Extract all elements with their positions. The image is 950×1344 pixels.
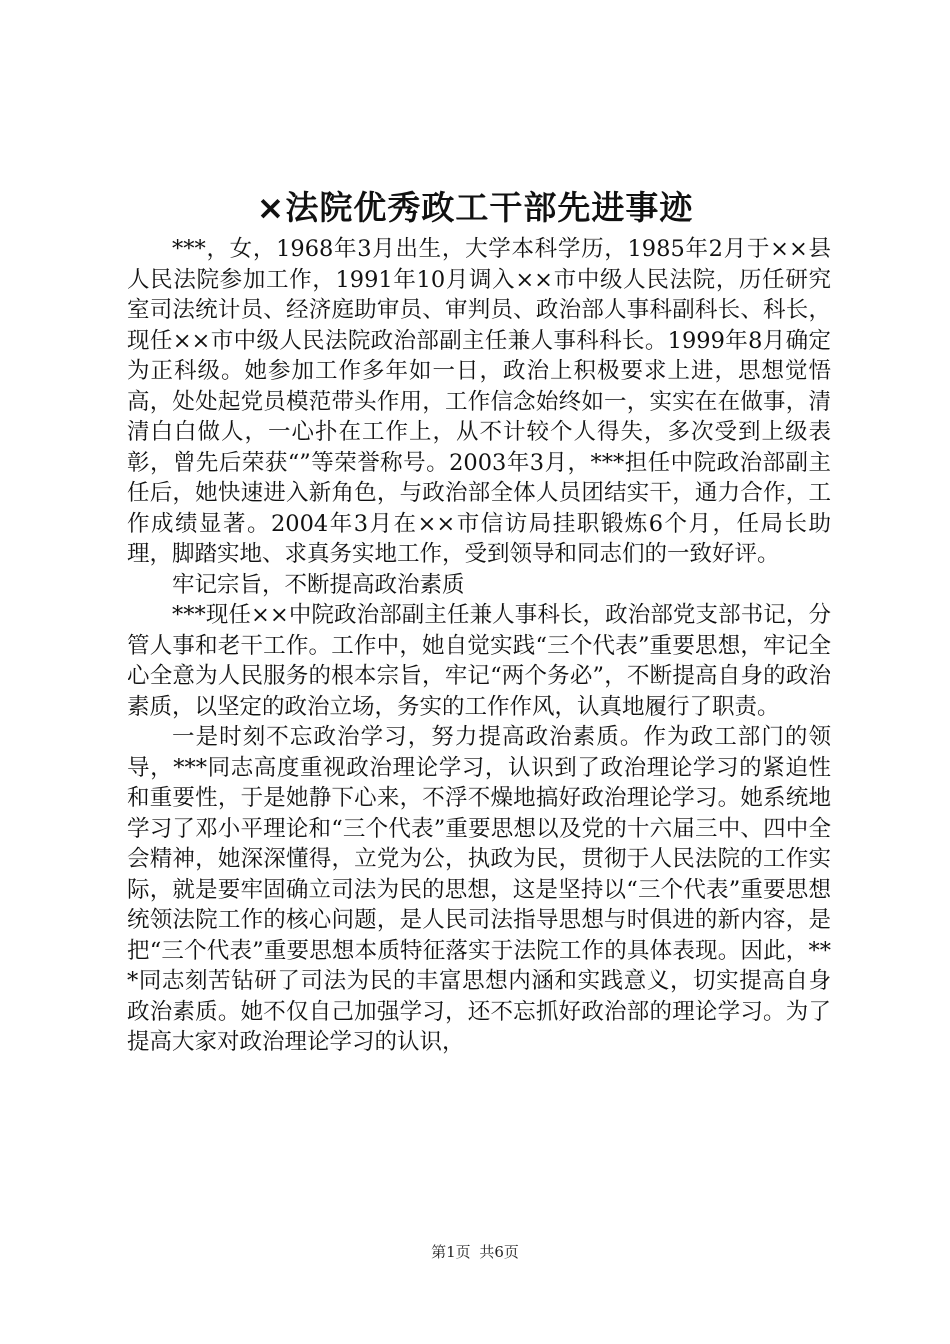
page-total: 共6页 — [479, 1243, 519, 1261]
paragraph-study: 一是时刻不忘政治学习，努力提高政治素质。作为政工部门的领导，***同志高度重视政治理论学习，认识到了政治理论学习的紧迫性和重要性，于是她静下心来，不浮不燥地搞好政治理论学习。她系统地学习了邓小平理论和“三个代表”重要思想以及党的十六届三中、四中全会精神，她深深懂得，立党为公，执政为民，贯彻于人民法院的工作实际，就是要牢固确立司法为民的思想，这是坚持以“三个代表”重要思想统领法院工作的核心问题，是人民司法指导思想与时俱进的新内容，是把“三个代表”重要思想本质特征落实于法院工作的具体表现。因此，***同志刻苦钻研了司法为民的丰富思想内涵和实践意义，切实提高自身政治素质。她不仅自己加强学习，还不忘抓好政治部的理论学习。为了提高大家对政治理论学习的认识， — [127, 724, 831, 1055]
paragraph-role: ***现任××中院政治部副主任兼人事科长，政治部党支部书记，分管人事和老干工作。工作中，她自觉实践“三个代表”重要思想，牢记全心全意为人民服务的根本宗旨，牢记“两个务必”，不断提高自身的政治素质，以坚定的政治立场，务实的工作作风，认真地履行了职责。 — [127, 602, 831, 720]
section-heading: 牢记宗旨，不断提高政治素质 — [172, 571, 465, 598]
page-number: 第1页 — [431, 1243, 471, 1261]
page-footer — [0, 1242, 950, 1262]
document-title: ×法院优秀政工干部先进事迹 — [256, 188, 694, 227]
paragraph-intro: ***，女，1968年3月出生，大学本科学历，1985年2月于××县人民法院参加工作，1991年10月调入××市中级人民法院，历任研究室司法统计员、经济庭助审员、审判员、政治部人事科副科长、科长，现任××市中级人民法院政治部副主任兼人事科科长。1999年8月确定为正科级。她参加工作多年如一日，政治上积极要求上进，思想觉悟高，处处起党员模范带头作用，工作信念始终如一，实实在在做事，清清白白做人，一心扑在工作上，从不计较个人得失，多次受到上级表彰，曾先后荣获“”等荣誉称号。2003年3月，***担任中院政治部副主任后，她快速进入新角色，与政治部全体人员团结实干，通力合作，工作成绩显著。2004年3月在××市信访局挂职锻炼6个月，任局长助理，脚踏实地、求真务实地工作，受到领导和同志们的一致好评。 — [127, 236, 831, 567]
document-body — [127, 234, 831, 1058]
